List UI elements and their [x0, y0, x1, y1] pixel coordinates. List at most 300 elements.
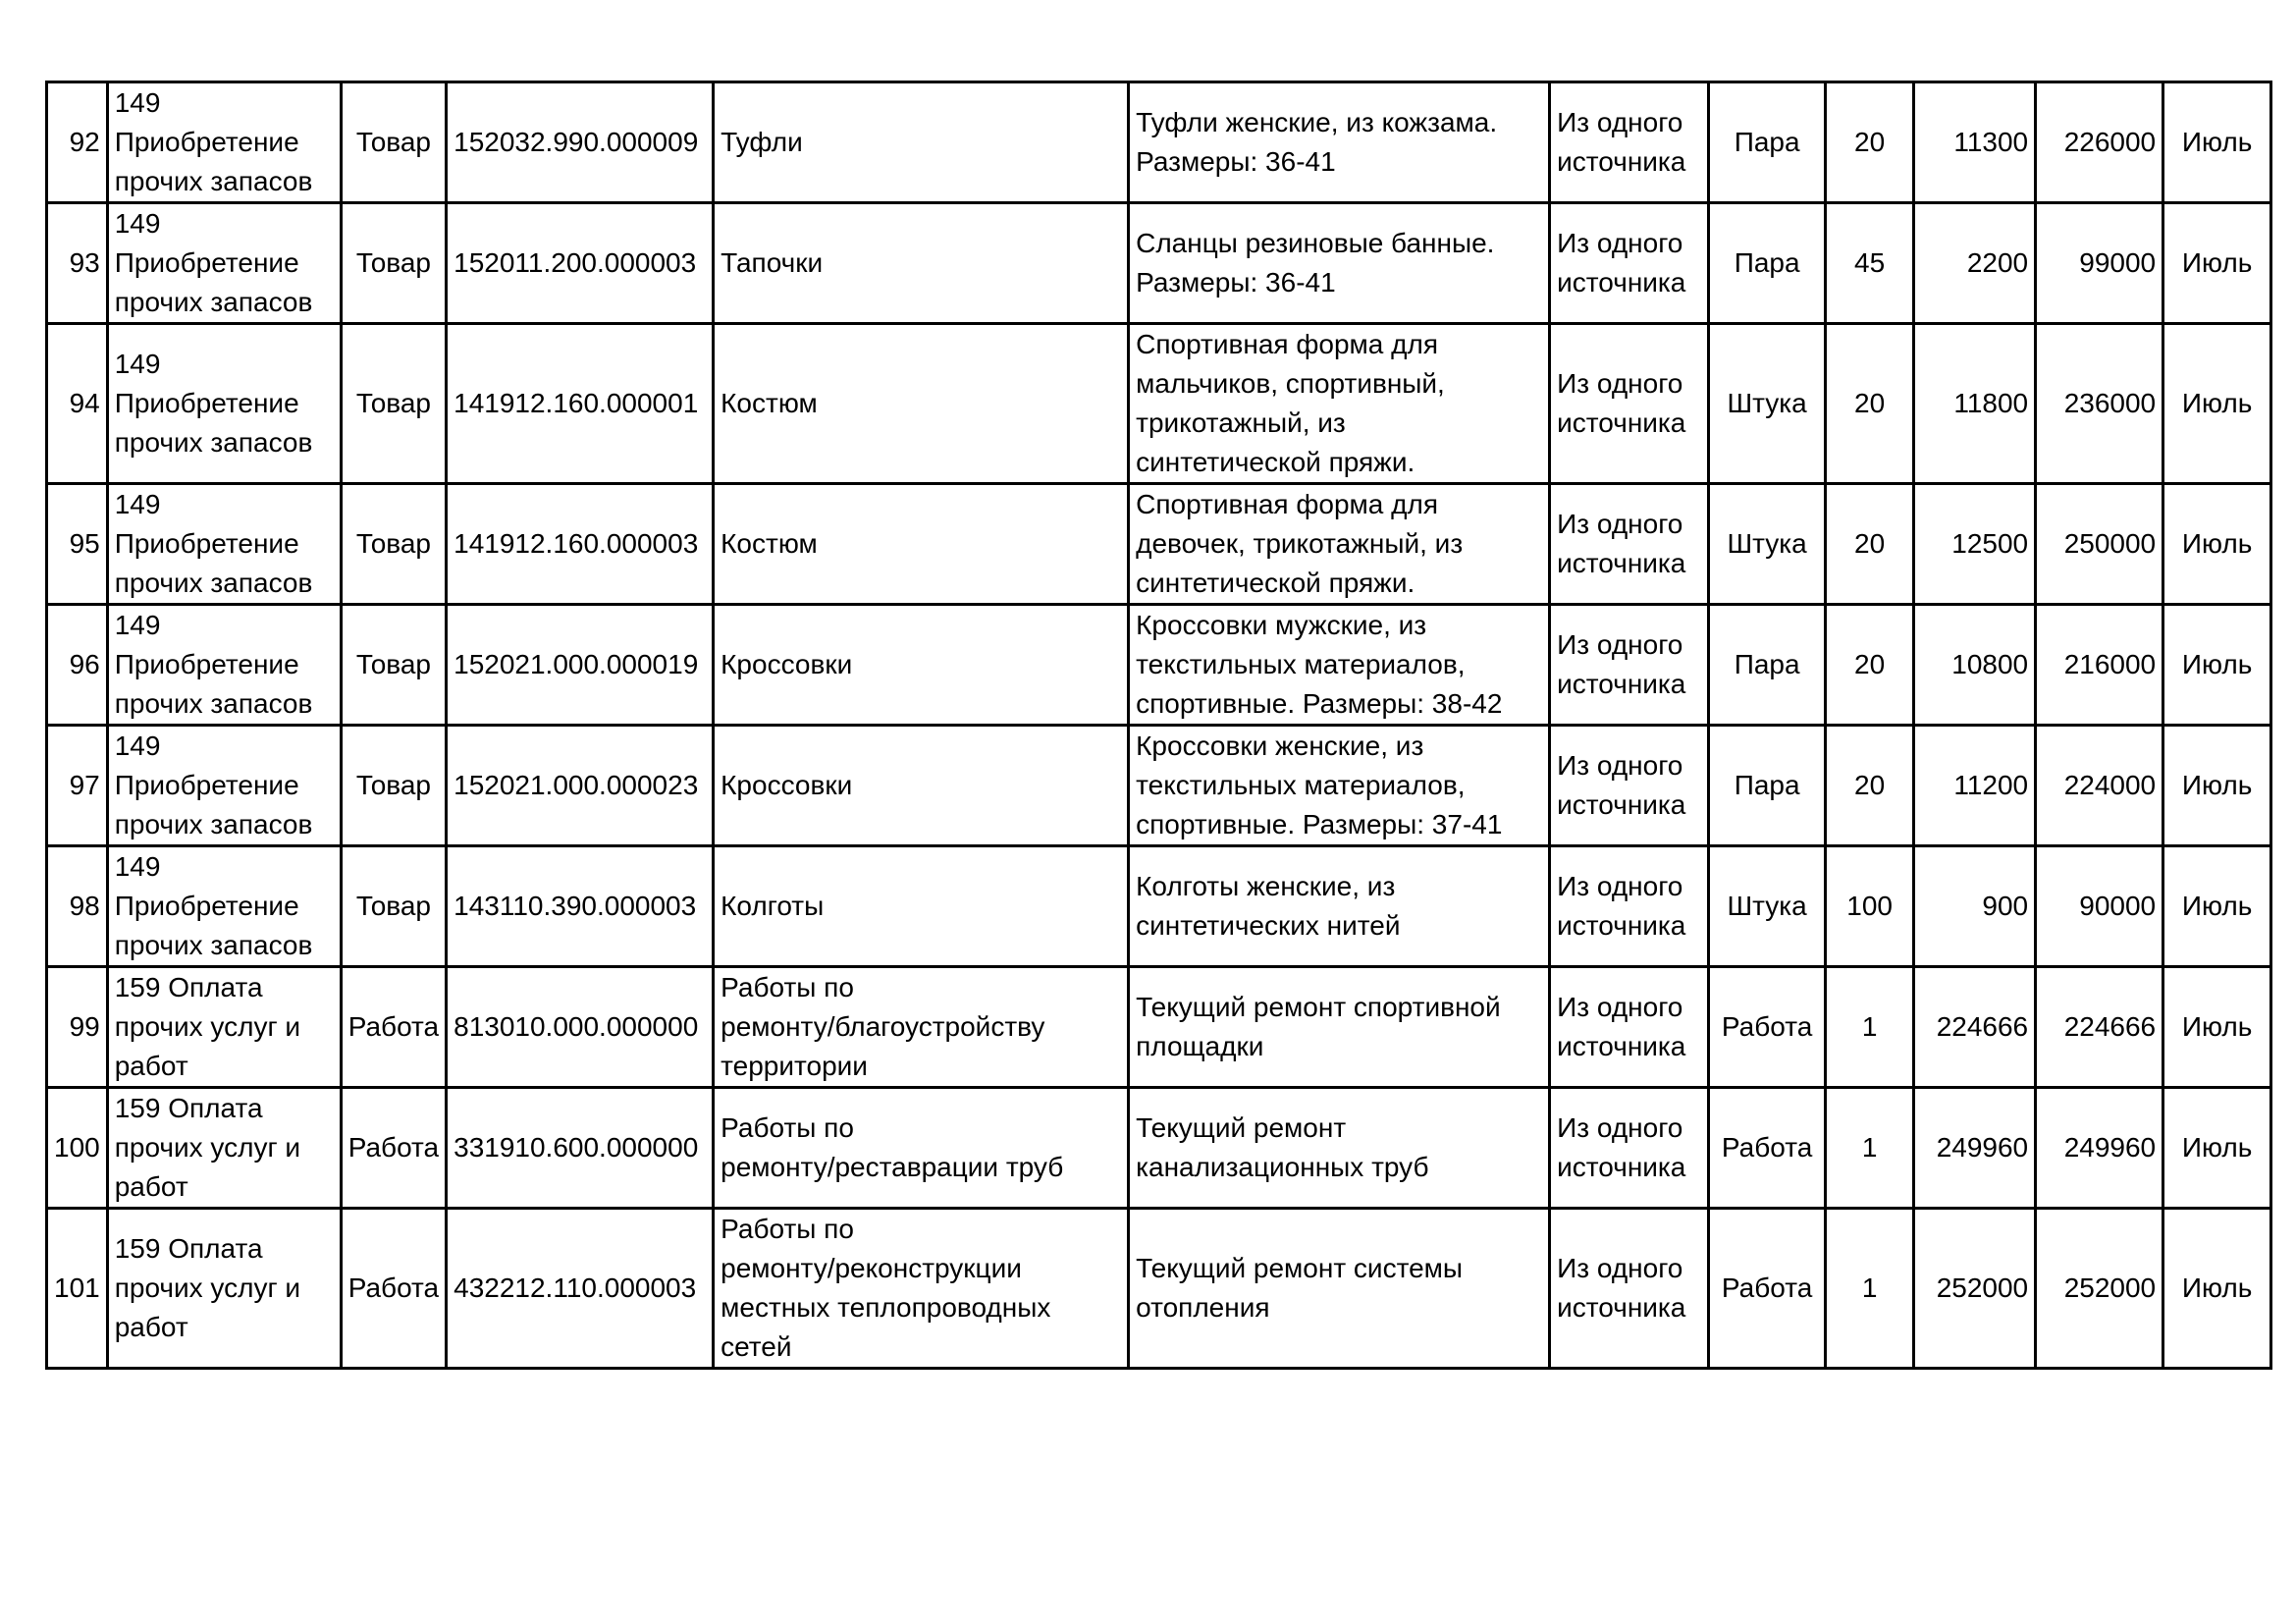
budget-article-line: прочих услуг и: [114, 1011, 301, 1042]
row-number-text: 98: [69, 891, 100, 921]
item-type-text: Товар: [355, 528, 432, 559]
budget-article-line: Приобретение: [114, 247, 299, 278]
procurement-method-line: источника: [1557, 267, 1686, 298]
table-row: [47, 203, 2271, 324]
row-number-text: 97: [69, 770, 100, 800]
budget-article-line: прочих запасов: [114, 287, 313, 317]
quantity-cell: [1826, 1088, 1914, 1209]
month-text: Июль: [2181, 891, 2253, 921]
item-description-line: Кроссовки мужские, из: [1136, 610, 1427, 640]
budget-article-cell: [107, 605, 341, 726]
total-sum-text: 226000: [2063, 127, 2157, 157]
unit-price-cell: [1914, 82, 2036, 203]
procurement-method-line: источника: [1557, 1292, 1686, 1323]
budget-article-line: прочих запасов: [114, 568, 313, 598]
item-code-cell: [447, 484, 714, 605]
month-cell: [2163, 82, 2271, 203]
item-description-cell: [1129, 82, 1550, 203]
row-number-cell: [47, 1088, 108, 1209]
quantity-cell: [1826, 1209, 1914, 1369]
row-number-text: 94: [69, 388, 100, 418]
table-row: [47, 1088, 2271, 1209]
total-sum-text: 224000: [2063, 770, 2157, 800]
month-text: Июль: [2181, 770, 2253, 800]
item-description-cell: [1129, 1088, 1550, 1209]
procurement-method-line: Из одного: [1557, 1253, 1683, 1283]
budget-article-line: прочих запасов: [114, 930, 313, 960]
unit-price-cell: [1914, 846, 2036, 967]
unit-text: Работа: [1721, 1132, 1813, 1163]
unit-cell: [1709, 484, 1826, 605]
unit-price-cell: [1914, 1209, 2036, 1369]
unit-price-text: 11200: [1953, 770, 2029, 800]
procurement-method-line: Из одного: [1557, 107, 1683, 137]
item-code-text: 143110.390.000003: [454, 891, 697, 921]
item-description-line: отопления: [1136, 1292, 1270, 1323]
item-description-line: спортивные. Размеры: 37-41: [1136, 809, 1503, 839]
row-number-text: 101: [54, 1272, 100, 1303]
budget-article-line: 159 Оплата: [114, 972, 263, 1002]
item-name-line: Работы по: [721, 972, 854, 1002]
item-description-cell: [1129, 967, 1550, 1088]
budget-article-line: прочих услуг и: [114, 1132, 301, 1163]
budget-article-line: Приобретение: [114, 127, 299, 157]
table-row: [47, 324, 2271, 484]
item-code-cell: [447, 726, 714, 846]
table-body: [47, 82, 2271, 1369]
procurement-method-line: источника: [1557, 789, 1686, 820]
item-name-cell: [714, 484, 1129, 605]
quantity-cell: [1826, 967, 1914, 1088]
row-number-cell: [47, 846, 108, 967]
month-cell: [2163, 203, 2271, 324]
procurement-method-line: источника: [1557, 407, 1686, 438]
total-sum-cell: [2036, 203, 2163, 324]
unit-text: Штука: [1727, 891, 1807, 921]
budget-article-line: работ: [114, 1171, 188, 1202]
item-description-line: трикотажный, из: [1136, 407, 1346, 438]
month-text: Июль: [2181, 649, 2253, 679]
item-name-line: местных теплопроводных: [721, 1292, 1051, 1323]
budget-article-cell: [107, 1088, 341, 1209]
item-type-text: Товар: [355, 388, 432, 418]
total-sum-text: 99000: [2079, 247, 2157, 278]
budget-article-line: прочих запасов: [114, 166, 313, 196]
item-code-text: 152021.000.000019: [454, 649, 699, 679]
unit-cell: [1709, 967, 1826, 1088]
total-sum-text: 252000: [2063, 1272, 2157, 1303]
unit-price-cell: [1914, 726, 2036, 846]
item-description-line: девочек, трикотажный, из: [1136, 528, 1464, 559]
unit-price-cell: [1914, 605, 2036, 726]
unit-cell: [1709, 1209, 1826, 1369]
procurement-method-cell: [1550, 484, 1709, 605]
unit-price-cell: [1914, 324, 2036, 484]
month-text: Июль: [2181, 388, 2253, 418]
procurement-method-cell: [1550, 324, 1709, 484]
item-name-cell: [714, 726, 1129, 846]
budget-article-cell: [107, 203, 341, 324]
unit-cell: [1709, 82, 1826, 203]
budget-article-line: Приобретение: [114, 528, 299, 559]
total-sum-cell: [2036, 82, 2163, 203]
budget-article-line: 159 Оплата: [114, 1233, 263, 1264]
unit-text: Штука: [1727, 528, 1807, 559]
row-number-cell: [47, 484, 108, 605]
total-sum-text: 224666: [2063, 1011, 2157, 1042]
unit-price-cell: [1914, 967, 2036, 1088]
total-sum-text: 249960: [2063, 1132, 2157, 1163]
table-row: [47, 967, 2271, 1088]
item-code-text: 432212.110.000003: [454, 1272, 697, 1303]
procurement-method-line: Из одного: [1557, 228, 1683, 258]
item-code-text: 813010.000.000000: [454, 1011, 699, 1042]
budget-article-cell: [107, 1209, 341, 1369]
month-cell: [2163, 967, 2271, 1088]
item-type-cell: [341, 1088, 446, 1209]
item-name-cell: [714, 203, 1129, 324]
quantity-text: 20: [1854, 127, 1886, 157]
procurement-table-sheet: [45, 81, 2272, 1370]
budget-article-cell: [107, 967, 341, 1088]
item-description-line: текстильных материалов,: [1136, 649, 1466, 679]
item-name-line: Работы по: [721, 1112, 854, 1143]
total-sum-text: 90000: [2079, 891, 2157, 921]
item-name-line: сетей: [721, 1331, 792, 1362]
item-type-text: Работа: [347, 1272, 440, 1303]
total-sum-cell: [2036, 324, 2163, 484]
budget-article-line: 149: [114, 489, 161, 519]
quantity-text: 1: [1861, 1011, 1878, 1042]
procurement-method-cell: [1550, 846, 1709, 967]
item-name-cell: [714, 1088, 1129, 1209]
total-sum-cell: [2036, 726, 2163, 846]
item-description-line: текстильных материалов,: [1136, 770, 1466, 800]
month-cell: [2163, 1088, 2271, 1209]
item-description-cell: [1129, 605, 1550, 726]
unit-price-cell: [1914, 484, 2036, 605]
item-name-cell: [714, 1209, 1129, 1369]
row-number-cell: [47, 1209, 108, 1369]
unit-price-text: 252000: [1936, 1272, 2029, 1303]
budget-article-line: Приобретение: [114, 649, 299, 679]
procurement-method-line: источника: [1557, 1031, 1686, 1061]
item-code-cell: [447, 203, 714, 324]
month-text: Июль: [2181, 127, 2253, 157]
unit-cell: [1709, 846, 1826, 967]
month-text: Июль: [2181, 1272, 2253, 1303]
quantity-cell: [1826, 726, 1914, 846]
budget-article-line: работ: [114, 1312, 188, 1342]
item-name-line: Колготы: [721, 891, 825, 921]
quantity-cell: [1826, 846, 1914, 967]
procurement-method-line: Из одного: [1557, 992, 1683, 1022]
budget-article-line: 149: [114, 208, 161, 239]
item-type-text: Товар: [355, 891, 432, 921]
procurement-method-cell: [1550, 605, 1709, 726]
budget-article-line: прочих услуг и: [114, 1272, 301, 1303]
item-description-line: мальчиков, спортивный,: [1136, 368, 1445, 399]
item-name-cell: [714, 82, 1129, 203]
unit-price-text: 224666: [1936, 1011, 2029, 1042]
table-row: [47, 605, 2271, 726]
item-code-cell: [447, 324, 714, 484]
item-code-text: 141912.160.000001: [454, 388, 699, 418]
procurement-method-line: Из одного: [1557, 368, 1683, 399]
item-type-text: Работа: [347, 1011, 440, 1042]
item-type-text: Работа: [347, 1132, 440, 1163]
total-sum-cell: [2036, 605, 2163, 726]
row-number-cell: [47, 324, 108, 484]
unit-price-text: 2200: [1966, 247, 2029, 278]
quantity-text: 20: [1854, 770, 1886, 800]
row-number-cell: [47, 82, 108, 203]
item-description-cell: [1129, 484, 1550, 605]
unit-cell: [1709, 605, 1826, 726]
item-description-line: синтетической пряжи.: [1136, 568, 1415, 598]
item-name-line: ремонту/благоустройству: [721, 1011, 1045, 1042]
quantity-cell: [1826, 484, 1914, 605]
item-description-line: Кроссовки женские, из: [1136, 731, 1424, 761]
item-code-cell: [447, 967, 714, 1088]
procurement-method-line: Из одного: [1557, 1112, 1683, 1143]
total-sum-text: 250000: [2063, 528, 2157, 559]
unit-text: Пара: [1734, 770, 1800, 800]
procurement-method-line: Из одного: [1557, 750, 1683, 781]
item-name-line: Тапочки: [721, 247, 824, 278]
item-description-line: Размеры: 36-41: [1136, 146, 1336, 177]
month-text: Июль: [2181, 247, 2253, 278]
item-code-text: 152011.200.000003: [454, 247, 697, 278]
table-row: [47, 484, 2271, 605]
quantity-text: 45: [1854, 247, 1886, 278]
item-type-text: Товар: [355, 127, 432, 157]
item-name-cell: [714, 846, 1129, 967]
quantity-cell: [1826, 324, 1914, 484]
total-sum-cell: [2036, 846, 2163, 967]
item-code-text: 331910.600.000000: [454, 1132, 699, 1163]
item-name-line: Кроссовки: [721, 649, 853, 679]
budget-article-line: 149: [114, 87, 161, 118]
total-sum-text: 236000: [2063, 388, 2157, 418]
item-type-text: Товар: [355, 649, 432, 679]
table-row: [47, 846, 2271, 967]
item-code-cell: [447, 605, 714, 726]
item-type-text: Товар: [355, 770, 432, 800]
item-description-line: Размеры: 36-41: [1136, 267, 1336, 298]
procurement-method-line: Из одного: [1557, 629, 1683, 660]
item-code-cell: [447, 1088, 714, 1209]
item-description-line: синтетических нитей: [1136, 910, 1401, 941]
row-number-cell: [47, 605, 108, 726]
item-name-line: Туфли: [721, 127, 803, 157]
item-description-line: Туфли женские, из кожзама.: [1136, 107, 1498, 137]
item-type-cell: [341, 605, 446, 726]
item-type-cell: [341, 967, 446, 1088]
item-name-cell: [714, 324, 1129, 484]
table-row: [47, 726, 2271, 846]
row-number-cell: [47, 726, 108, 846]
total-sum-text: 216000: [2063, 649, 2157, 679]
item-description-line: Текущий ремонт: [1136, 1112, 1347, 1143]
unit-text: Пара: [1734, 247, 1800, 278]
procurement-method-line: источника: [1557, 910, 1686, 941]
month-cell: [2163, 846, 2271, 967]
item-code-text: 152032.990.000009: [454, 127, 699, 157]
quantity-text: 20: [1854, 388, 1886, 418]
row-number-cell: [47, 203, 108, 324]
budget-article-cell: [107, 324, 341, 484]
budget-article-line: 149: [114, 731, 161, 761]
month-cell: [2163, 324, 2271, 484]
month-cell: [2163, 1209, 2271, 1369]
unit-price-text: 10800: [1951, 649, 2029, 679]
row-number-text: 95: [69, 528, 100, 559]
item-type-cell: [341, 324, 446, 484]
budget-article-cell: [107, 82, 341, 203]
procurement-method-line: Из одного: [1557, 509, 1683, 539]
unit-text: Работа: [1721, 1011, 1813, 1042]
unit-cell: [1709, 1088, 1826, 1209]
item-code-text: 152021.000.000023: [454, 770, 699, 800]
item-type-cell: [341, 484, 446, 605]
item-code-cell: [447, 846, 714, 967]
item-description-line: спортивные. Размеры: 38-42: [1136, 688, 1503, 719]
item-name-line: территории: [721, 1051, 868, 1081]
procurement-method-cell: [1550, 203, 1709, 324]
total-sum-cell: [2036, 1209, 2163, 1369]
row-number-text: 96: [69, 649, 100, 679]
quantity-cell: [1826, 203, 1914, 324]
unit-price-text: 11800: [1953, 388, 2029, 418]
budget-article-line: Приобретение: [114, 388, 299, 418]
row-number-text: 99: [69, 1011, 100, 1042]
budget-article-line: 149: [114, 610, 161, 640]
item-type-cell: [341, 82, 446, 203]
item-code-text: 141912.160.000003: [454, 528, 699, 559]
row-number-text: 92: [69, 127, 100, 157]
procurement-method-line: Из одного: [1557, 871, 1683, 901]
unit-price-text: 900: [1982, 891, 2029, 921]
item-description-line: Спортивная форма для: [1136, 489, 1438, 519]
budget-article-line: прочих запасов: [114, 809, 313, 839]
quantity-cell: [1826, 605, 1914, 726]
unit-text: Работа: [1721, 1272, 1813, 1303]
item-name-line: ремонту/реконструкции: [721, 1253, 1022, 1283]
procurement-method-line: источника: [1557, 1152, 1686, 1182]
procurement-method-line: источника: [1557, 548, 1686, 578]
procurement-method-line: источника: [1557, 146, 1686, 177]
month-cell: [2163, 484, 2271, 605]
procurement-method-cell: [1550, 1088, 1709, 1209]
item-name-line: Работы по: [721, 1214, 854, 1244]
item-description-cell: [1129, 846, 1550, 967]
row-number-cell: [47, 967, 108, 1088]
item-type-cell: [341, 1209, 446, 1369]
item-name-cell: [714, 605, 1129, 726]
procurement-method-cell: [1550, 1209, 1709, 1369]
procurement-method-cell: [1550, 726, 1709, 846]
budget-article-line: 149: [114, 349, 161, 379]
item-code-cell: [447, 1209, 714, 1369]
budget-article-line: 149: [114, 851, 161, 882]
item-name-line: Кроссовки: [721, 770, 853, 800]
item-type-text: Товар: [355, 247, 432, 278]
table-row: [47, 1209, 2271, 1369]
item-description-line: площадки: [1136, 1031, 1264, 1061]
total-sum-cell: [2036, 484, 2163, 605]
budget-article-cell: [107, 726, 341, 846]
budget-article-cell: [107, 846, 341, 967]
budget-article-line: прочих запасов: [114, 427, 313, 458]
item-type-cell: [341, 203, 446, 324]
quantity-text: 20: [1854, 528, 1886, 559]
month-cell: [2163, 726, 2271, 846]
item-description-line: синтетической пряжи.: [1136, 447, 1415, 477]
unit-cell: [1709, 726, 1826, 846]
row-number-text: 100: [54, 1132, 100, 1163]
item-description-cell: [1129, 324, 1550, 484]
budget-article-line: 159 Оплата: [114, 1093, 263, 1123]
unit-price-text: 12500: [1951, 528, 2029, 559]
item-type-cell: [341, 726, 446, 846]
item-description-line: Колготы женские, из: [1136, 871, 1396, 901]
item-name-line: ремонту/реставрации труб: [721, 1152, 1064, 1182]
item-name-line: Костюм: [721, 528, 818, 559]
month-text: Июль: [2181, 528, 2253, 559]
budget-article-line: прочих запасов: [114, 688, 313, 719]
month-cell: [2163, 605, 2271, 726]
month-text: Июль: [2181, 1132, 2253, 1163]
quantity-cell: [1826, 82, 1914, 203]
procurement-method-cell: [1550, 967, 1709, 1088]
unit-text: Пара: [1734, 127, 1800, 157]
unit-price-cell: [1914, 1088, 2036, 1209]
row-number-text: 93: [69, 247, 100, 278]
budget-article-cell: [107, 484, 341, 605]
unit-price-text: 249960: [1936, 1132, 2029, 1163]
procurement-method-cell: [1550, 82, 1709, 203]
quantity-text: 1: [1861, 1272, 1878, 1303]
table-row: [47, 82, 2271, 203]
budget-article-line: Приобретение: [114, 770, 299, 800]
procurement-method-line: источника: [1557, 669, 1686, 699]
item-name-line: Костюм: [721, 388, 818, 418]
item-description-line: Спортивная форма для: [1136, 329, 1438, 359]
item-description-cell: [1129, 726, 1550, 846]
total-sum-cell: [2036, 967, 2163, 1088]
item-type-cell: [341, 846, 446, 967]
unit-cell: [1709, 203, 1826, 324]
budget-article-line: работ: [114, 1051, 188, 1081]
unit-text: Пара: [1734, 649, 1800, 679]
unit-text: Штука: [1727, 388, 1807, 418]
budget-article-line: Приобретение: [114, 891, 299, 921]
item-description-line: канализационных труб: [1136, 1152, 1429, 1182]
month-text: Июль: [2181, 1011, 2253, 1042]
item-description-cell: [1129, 203, 1550, 324]
unit-price-text: 11300: [1953, 127, 2029, 157]
item-code-cell: [447, 82, 714, 203]
quantity-text: 100: [1846, 891, 1893, 921]
item-description-cell: [1129, 1209, 1550, 1369]
item-description-line: Текущий ремонт системы: [1136, 1253, 1464, 1283]
quantity-text: 20: [1854, 649, 1886, 679]
unit-cell: [1709, 324, 1826, 484]
unit-price-cell: [1914, 203, 2036, 324]
item-description-line: Текущий ремонт спортивной: [1136, 992, 1501, 1022]
item-name-cell: [714, 967, 1129, 1088]
